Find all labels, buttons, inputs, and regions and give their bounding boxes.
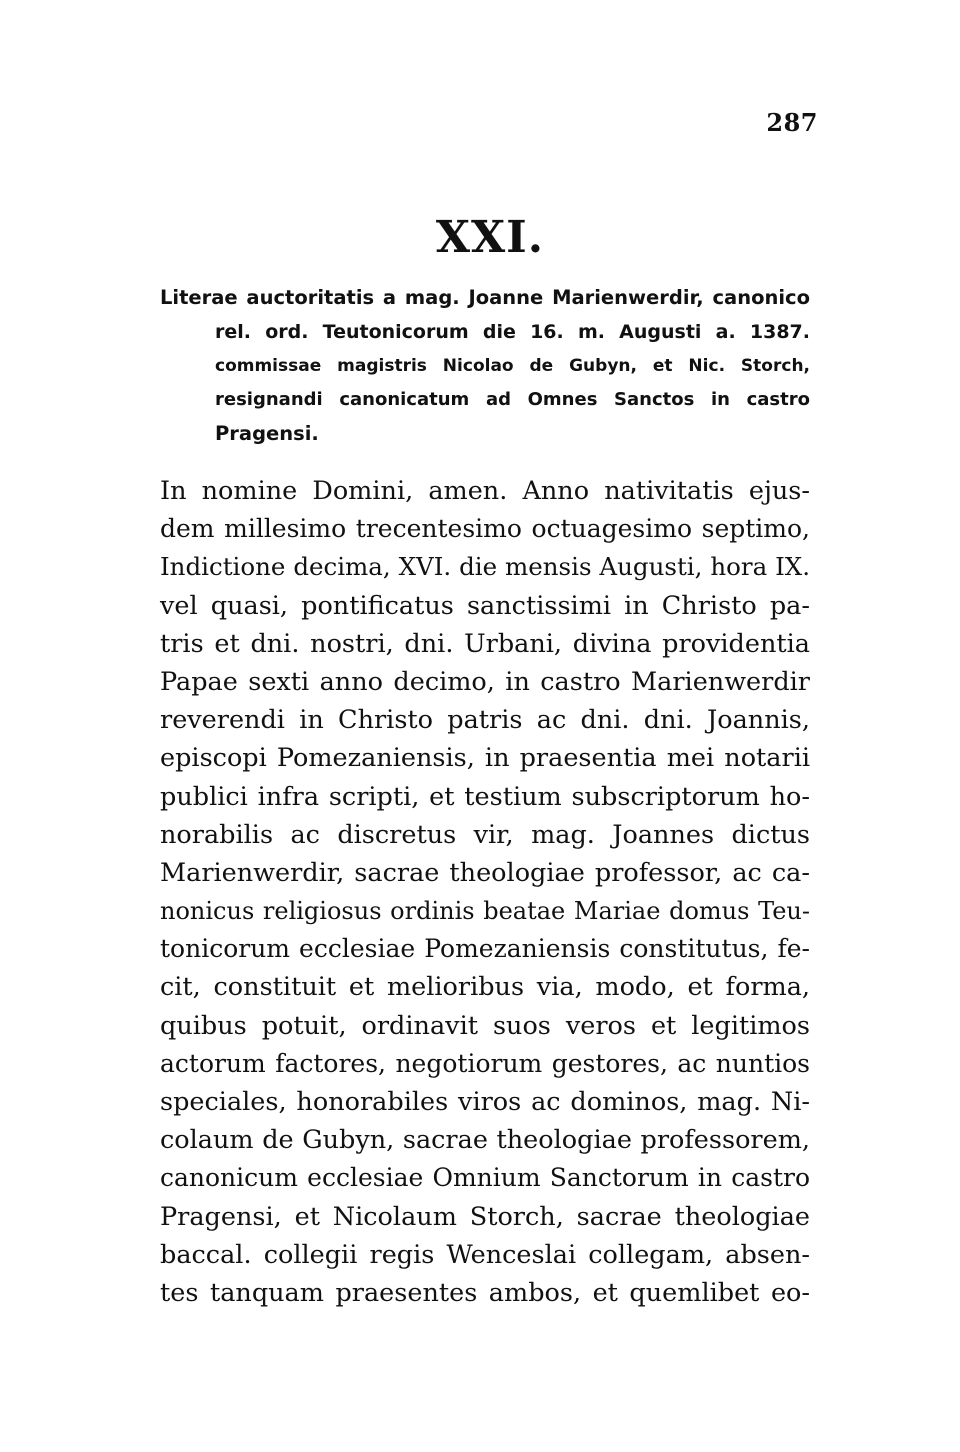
body-line: publici infra scripti, et testium subscriptorum ho-: [160, 781, 810, 812]
chapter-number: XXI.: [435, 212, 545, 263]
body-line: dem millesimo trecentesimo octuagesimo septimo,: [160, 514, 810, 544]
body-text: [160, 472, 810, 1312]
body-line: speciales, honorabiles viros ac dominos, mag. Ni-: [160, 1087, 810, 1117]
body-line: Papae sexti anno decimo, in castro Marienwerdir: [160, 666, 810, 697]
body-line: Marienwerdir, sacrae theologiae professor, ac ca-: [160, 857, 810, 888]
body-line: episcopi Pomezaniensis, in praesentia mei notarii: [160, 743, 810, 774]
page-number: 287: [766, 108, 818, 137]
body-line: cit, constituit et melioribus via, modo, et forma,: [160, 972, 810, 1003]
summary-line: Pragensi.: [215, 422, 319, 445]
summary-line: commissae magistris Nicolao de Gubyn, et Nic. Storch,: [215, 356, 810, 376]
body-line: Indictione decima, XVI. die mensis Augusti, hora IX.: [160, 552, 810, 582]
body-line: Pragensi, et Nicolaum Storch, sacrae theologiae: [160, 1201, 810, 1232]
summary-line: Literae auctoritatis a mag. Joanne Marienwerdir, canonico: [160, 286, 810, 309]
body-line: actorum factores, negotiorum gestores, ac nuntios: [160, 1048, 810, 1078]
body-line: norabilis ac discretus vir, mag. Joannes dictus: [160, 819, 810, 850]
body-line: vel quasi, pontificatus sanctissimi in Christo pa-: [160, 590, 810, 621]
body-line: tonicorum ecclesiae Pomezaniensis constitutus, fe-: [160, 934, 810, 964]
body-line: tris et dni. nostri, dni. Urbani, divina providentia: [160, 628, 810, 659]
body-line: quibus potuit, ordinavit suos veros et legitimos: [160, 1010, 810, 1041]
body-line: canonicum ecclesiae Omnium Sanctorum in castro: [160, 1163, 810, 1193]
chapter-summary: [160, 281, 810, 451]
body-line: In nomine Domini, amen. Anno nativitatis ejus-: [160, 476, 810, 506]
body-line: tes tanquam praesentes ambos, et quemlibet eo-: [160, 1277, 810, 1308]
body-line: baccal. collegii regis Wenceslai collegam, absen-: [160, 1239, 810, 1270]
summary-line: rel. ord. Teutonicorum die 16. m. Augusti a. 1387.: [215, 321, 810, 343]
summary-line: resignandi canonicatum ad Omnes Sanctos in castro: [215, 389, 810, 410]
body-line: nonicus religiosus ordinis beatae Mariae domus Teu-: [160, 897, 810, 926]
body-line: reverendi in Christo patris ac dni. dni. Joannis,: [160, 705, 810, 736]
body-line: colaum de Gubyn, sacrae theologiae professorem,: [160, 1125, 810, 1156]
